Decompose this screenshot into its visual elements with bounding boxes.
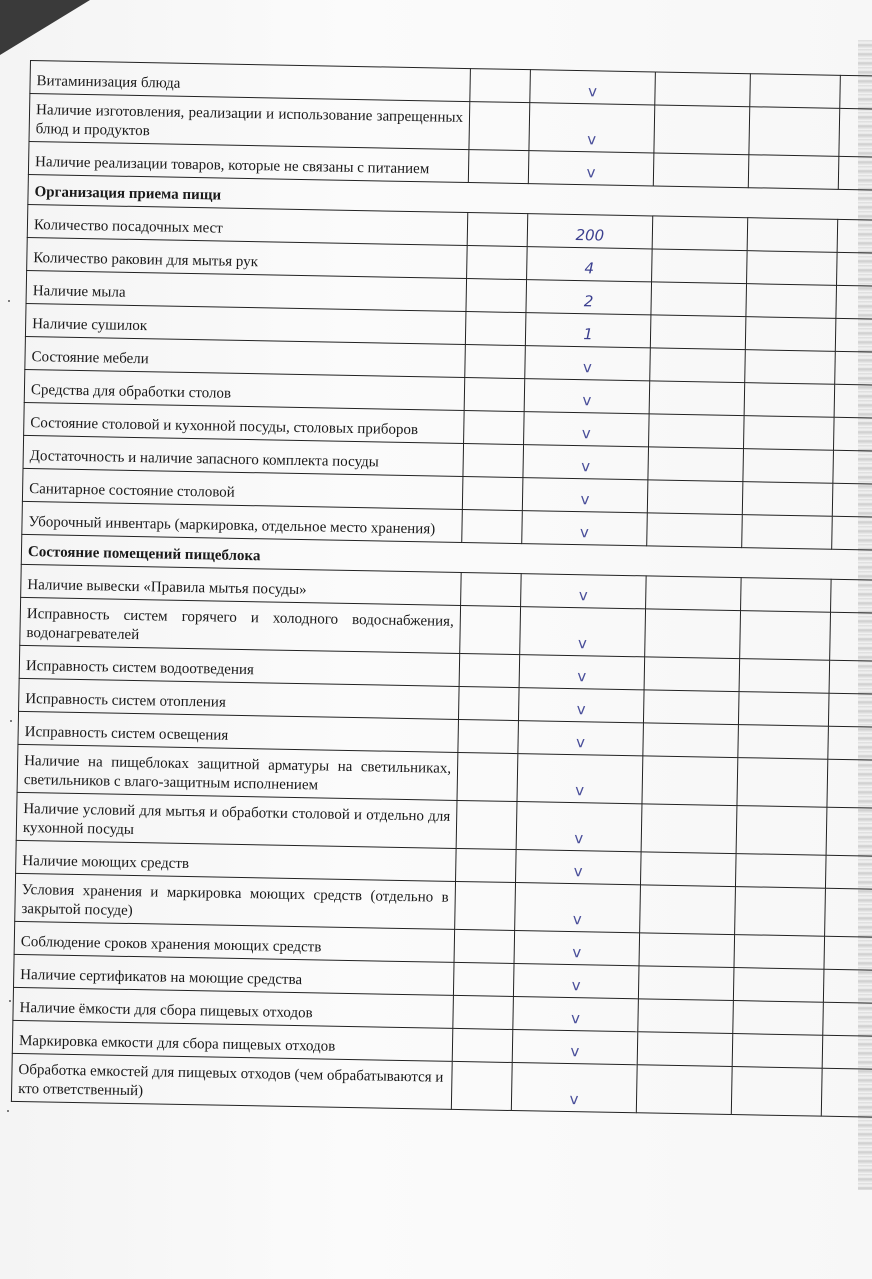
empty-cell <box>749 107 840 157</box>
empty-cell <box>460 605 521 654</box>
empty-cell <box>470 69 531 103</box>
handwritten-checkmark: v <box>511 1063 637 1113</box>
empty-cell <box>453 962 514 996</box>
empty-cell <box>643 690 739 725</box>
empty-cell <box>824 936 872 970</box>
empty-cell <box>837 219 872 253</box>
handwritten-checkmark: v <box>516 850 642 885</box>
criterion-text: Наличие условий для мытья и обработки столовой и отдельно для кухонной посуды <box>16 792 457 848</box>
checklist-sheet <box>11 60 872 1118</box>
empty-cell <box>638 999 734 1034</box>
handwritten-checkmark: v <box>518 688 644 723</box>
empty-cell <box>828 726 872 760</box>
handwritten-checkmark: v <box>519 655 645 690</box>
empty-cell <box>747 251 838 286</box>
empty-cell <box>739 659 830 694</box>
empty-cell <box>645 609 741 659</box>
empty-cell <box>834 384 872 418</box>
empty-cell <box>738 725 829 760</box>
handwritten-checkmark: v <box>518 721 644 756</box>
empty-cell <box>741 578 832 613</box>
criterion-text: Исправность систем горячего и холодного водоснабжения, водонагревателей <box>20 597 461 653</box>
criterion-text: Наличие изготовления, реализации и использование запрещенных блюд и продуктов <box>29 94 470 150</box>
empty-cell <box>825 855 872 889</box>
empty-cell <box>827 759 872 808</box>
empty-cell <box>823 969 872 1003</box>
empty-cell <box>649 381 745 416</box>
criterion-text: Витаминизация блюда <box>30 61 471 102</box>
empty-cell <box>742 515 833 550</box>
empty-cell <box>467 213 528 247</box>
handwritten-checkmark: v <box>529 103 655 153</box>
empty-cell <box>838 156 872 190</box>
criterion-text: Санитарное состояние столовой <box>22 468 463 509</box>
empty-cell <box>454 929 515 963</box>
criterion-text: Наличие ёмкости для сбора пищевых отходов <box>13 987 454 1028</box>
empty-cell <box>465 345 526 379</box>
criterion-text: Маркировка емкости для сбора пищевых отходов <box>12 1020 453 1061</box>
criterion-text: Состояние столовой и кухонной посуды, столовых приборов <box>24 402 465 443</box>
empty-cell <box>647 513 743 548</box>
empty-cell <box>735 854 826 889</box>
empty-cell <box>636 1065 732 1115</box>
empty-cell <box>736 806 827 856</box>
empty-cell <box>640 885 736 935</box>
empty-cell <box>839 108 872 157</box>
empty-cell <box>835 318 872 352</box>
empty-cell <box>455 881 516 930</box>
handwritten-value: 2 <box>526 280 652 315</box>
criterion-text: Наличие сертификатов на моющие средства <box>14 954 455 995</box>
empty-cell <box>462 509 523 543</box>
handwritten-checkmark: v <box>514 931 640 966</box>
empty-cell <box>733 1001 824 1036</box>
empty-cell <box>650 348 746 383</box>
criterion-text: Условия хранения и маркировка моющих средств (отдельно в закрытой посуде) <box>15 873 456 929</box>
empty-cell <box>743 416 834 451</box>
empty-cell <box>747 218 838 253</box>
criterion-text: Достаточность и наличие запасного комплекта посуды <box>23 435 464 476</box>
empty-cell <box>745 350 836 385</box>
empty-cell <box>469 102 530 151</box>
handwritten-checkmark: v <box>513 964 639 999</box>
empty-cell <box>458 719 519 753</box>
empty-cell <box>644 657 740 692</box>
empty-cell <box>750 74 841 109</box>
empty-cell <box>453 995 514 1029</box>
empty-cell <box>649 414 745 449</box>
handwritten-checkmark: v <box>515 883 641 933</box>
handwritten-checkmark: v <box>530 70 656 105</box>
empty-cell <box>642 756 738 806</box>
handwritten-checkmark: v <box>524 379 650 414</box>
empty-cell <box>456 848 517 882</box>
handwritten-checkmark: v <box>524 412 650 447</box>
criterion-text: Количество раковин для мытья рук <box>27 237 468 278</box>
handwritten-value: 200 <box>527 214 653 249</box>
empty-cell <box>452 1028 513 1062</box>
empty-cell <box>740 611 831 661</box>
handwritten-checkmark: v <box>528 151 654 186</box>
handwritten-value: 4 <box>527 247 653 282</box>
criterion-text: Исправность систем освещения <box>18 711 459 752</box>
empty-cell <box>647 480 743 515</box>
criterion-text: Исправность систем водоотведения <box>19 645 460 686</box>
empty-cell <box>638 966 734 1001</box>
empty-cell <box>836 285 872 319</box>
empty-cell <box>821 1068 872 1117</box>
empty-cell <box>837 252 872 286</box>
handwritten-checkmark: v <box>522 511 648 546</box>
criterion-text: Обработка емкостей для пищевых отходов (чем обрабатываются и кто ответственный) <box>11 1053 452 1109</box>
empty-cell <box>744 383 835 418</box>
empty-cell <box>654 105 750 155</box>
empty-cell <box>463 444 524 478</box>
criterion-text: Количество посадочных мест <box>27 204 468 245</box>
criterion-text: Состояние мебели <box>25 336 466 377</box>
handwritten-checkmark: v <box>522 478 648 513</box>
empty-cell <box>734 935 825 970</box>
empty-cell <box>464 378 525 412</box>
empty-cell <box>646 576 742 611</box>
paper-speck <box>10 720 12 722</box>
empty-cell <box>732 1034 823 1069</box>
empty-cell <box>748 155 839 190</box>
empty-cell <box>451 1061 512 1110</box>
empty-cell <box>467 246 528 280</box>
criterion-text: Наличие мыла <box>26 270 467 311</box>
criterion-text: Исправность систем отопления <box>19 678 460 719</box>
empty-cell <box>731 1067 822 1117</box>
empty-cell <box>829 660 872 694</box>
empty-cell <box>462 477 523 511</box>
criterion-text: Наличие реализации товаров, которые не связаны с питанием <box>28 141 469 182</box>
section-title: Организация приема пищи <box>28 174 872 220</box>
empty-cell <box>832 516 872 550</box>
empty-cell <box>828 693 872 727</box>
empty-cell <box>825 888 872 937</box>
empty-cell <box>833 417 872 451</box>
empty-cell <box>833 450 872 484</box>
empty-cell <box>643 723 739 758</box>
handwritten-checkmark: v <box>512 1030 638 1065</box>
empty-cell <box>735 887 826 937</box>
empty-cell <box>641 804 737 854</box>
criterion-text: Соблюдение сроков хранения моющих средств <box>14 921 455 962</box>
criterion-text: Наличие сушилок <box>25 303 466 344</box>
empty-cell <box>648 447 744 482</box>
empty-cell <box>652 249 748 284</box>
empty-cell <box>742 482 833 517</box>
handwritten-checkmark: v <box>513 997 639 1032</box>
criterion-text: Средства для обработки столов <box>24 369 465 410</box>
criterion-text: Наличие моющих средств <box>16 840 457 881</box>
empty-cell <box>826 807 872 856</box>
criterion-text: Наличие вывески «Правила мытья посуды» <box>21 564 462 605</box>
empty-cell <box>822 1035 872 1069</box>
empty-cell <box>733 968 824 1003</box>
empty-cell <box>653 153 749 188</box>
empty-cell <box>746 284 837 319</box>
handwritten-checkmark: v <box>520 607 646 657</box>
empty-cell <box>651 282 747 317</box>
empty-cell <box>835 351 872 385</box>
empty-cell <box>637 1032 733 1067</box>
handwritten-checkmark: v <box>523 445 649 480</box>
section-title: Состояние помещений пищеблока <box>21 534 872 580</box>
inspection-checklist-table <box>11 60 872 1118</box>
empty-cell <box>830 612 872 661</box>
criterion-text: Наличие на пищеблоках защитной арматуры на светильниках, светильников с влаго-защитным исполнением <box>17 744 458 800</box>
photo-background-corner <box>0 0 90 55</box>
empty-cell <box>465 312 526 346</box>
empty-cell <box>639 933 735 968</box>
empty-cell <box>738 692 829 727</box>
empty-cell <box>468 150 529 184</box>
handwritten-checkmark: v <box>521 574 647 609</box>
empty-cell <box>650 315 746 350</box>
empty-cell <box>459 653 520 687</box>
empty-cell <box>456 800 517 849</box>
paper-speck <box>8 300 10 302</box>
empty-cell <box>840 75 872 109</box>
empty-cell <box>655 72 751 107</box>
handwritten-checkmark: v <box>525 346 651 381</box>
empty-cell <box>745 317 836 352</box>
handwritten-value: 1 <box>525 313 651 348</box>
handwritten-checkmark: v <box>516 802 642 852</box>
empty-cell <box>737 758 828 808</box>
empty-cell <box>461 572 522 606</box>
handwritten-checkmark: v <box>517 754 643 804</box>
paper-speck <box>9 1000 11 1002</box>
empty-cell <box>464 411 525 445</box>
empty-cell <box>458 686 519 720</box>
empty-cell <box>831 579 872 613</box>
empty-cell <box>832 483 872 517</box>
empty-cell <box>466 279 527 313</box>
empty-cell <box>640 852 736 887</box>
empty-cell <box>652 216 748 251</box>
criterion-text: Уборочный инвентарь (маркировка, отдельное место хранения) <box>22 501 463 542</box>
empty-cell <box>457 752 518 801</box>
empty-cell <box>743 449 834 484</box>
empty-cell <box>823 1002 872 1036</box>
paper-speck <box>7 1110 9 1112</box>
